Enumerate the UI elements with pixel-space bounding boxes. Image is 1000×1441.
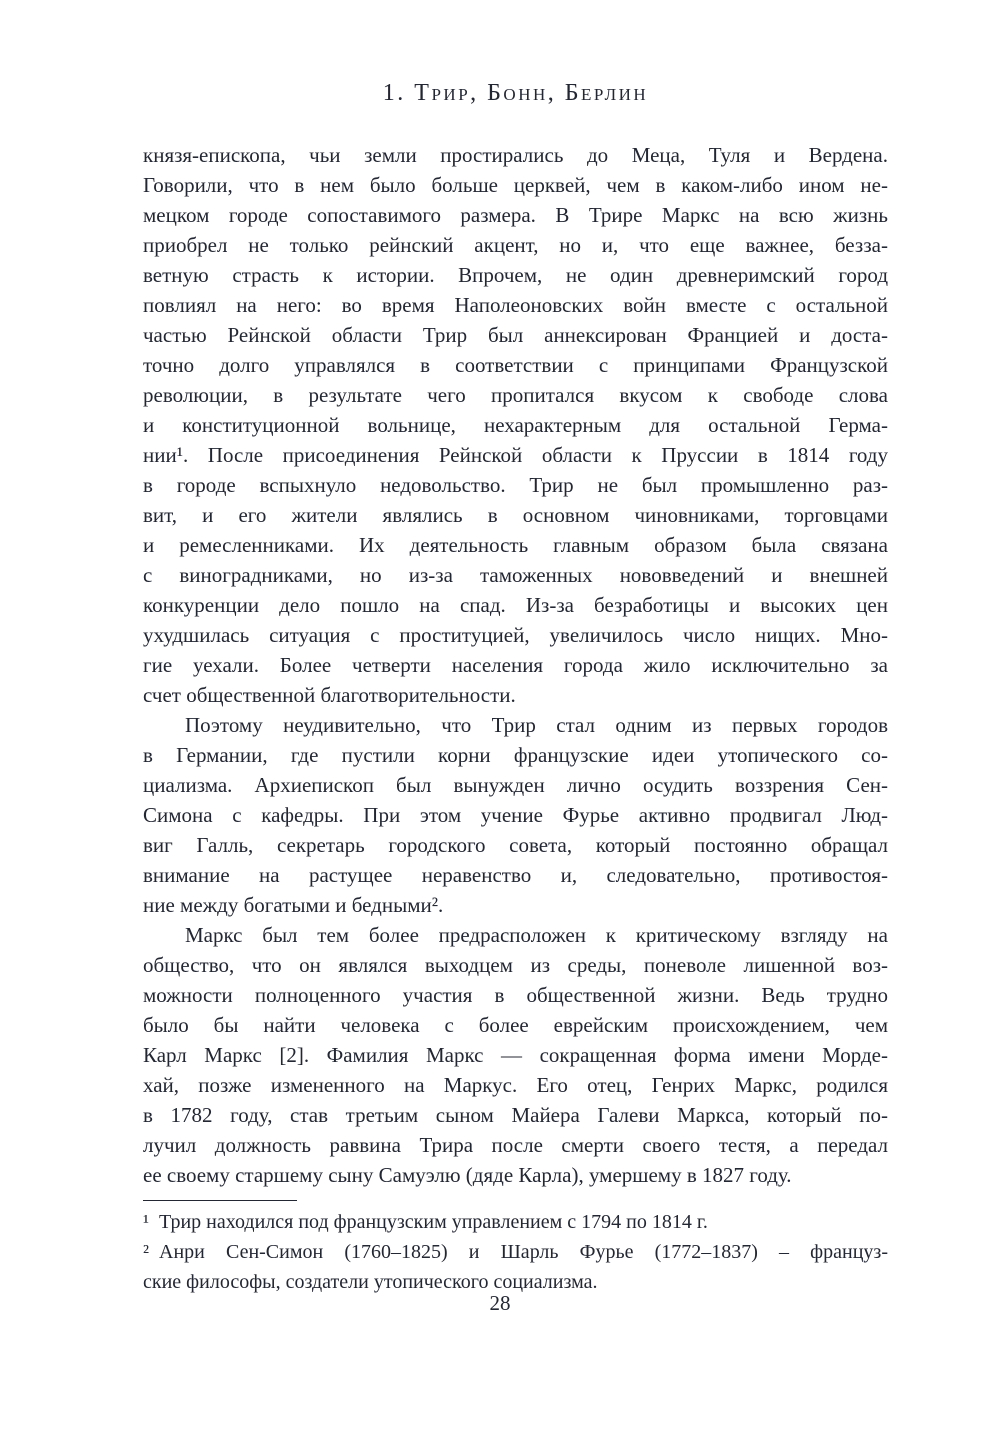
footnote-separator (143, 1200, 297, 1201)
text-line: в Германии, где пустили корни французские идеи утопического со- (143, 743, 888, 767)
text-line: в 1782 году, став третьим сыном Майера Галеви Маркса, который по- (143, 1103, 888, 1127)
text-line: и конституционной вольнице, нехарактерным для остальной Герма- (143, 413, 888, 437)
text-line: общество, что он являлся выходцем из среды, поневоле лишенной воз- (143, 953, 888, 977)
text-line: Карл Маркс [2]. Фамилия Маркс — сокращенная форма имени Морде- (143, 1043, 888, 1067)
text-line: с виноградниками, но из-за таможенных нововведений и внешней (143, 563, 888, 587)
text-line: виг Галль, секретарь городского совета, который постоянно обращал (143, 833, 888, 857)
text-line: приобрел не только рейнский акцент, но и, что еще важнее, безза- (143, 233, 888, 257)
text-line: князя-епископа, чьи земли простирались до Меца, Туля и Вердена. (143, 143, 888, 167)
body-text (143, 140, 888, 1190)
text-line: вит, и его жители являлись в основном чиновниками, торговцами (143, 503, 888, 527)
text-line: мецком городе сопоставимого размера. В Трире Маркс на всю жизнь (143, 203, 888, 227)
footnote-line: ¹ Трир находился под французским управлением с 1794 по 1814 г. (143, 1211, 708, 1233)
text-line: в городе вспыхнуло недовольство. Трир не был промышленно раз- (143, 473, 888, 497)
text-line: ее своему старшему сыну Самуэлю (дяде Карла), умершему в 1827 году. (143, 1163, 792, 1187)
text-line: гие уехали. Более четверти населения города жило исключительно за (143, 653, 888, 677)
text-line: повлиял на него: во время Наполеоновских войн вместе с остальной (143, 293, 888, 317)
text-line: нии¹. После присоединения Рейнской области к Пруссии в 1814 году (143, 443, 888, 467)
text-line: счет общественной благотворительности. (143, 683, 516, 707)
chapter-header: 1. Трир, Бонн, Берлин (382, 80, 649, 106)
text-line: можности полноценного участия в общественной жизни. Ведь трудно (143, 983, 888, 1007)
text-line: Поэтому неудивительно, что Трир стал одним из первых городов (185, 713, 888, 737)
footnotes (143, 1207, 888, 1297)
text-line: Говорили, что в нем было больше церквей, чем в каком-либо ином не- (143, 173, 888, 197)
text-line: точно долго управлялся в соответствии с принципами Французской (143, 353, 888, 377)
text-line: революции, в результате чего пропитался вкусом к свободе слова (143, 383, 888, 407)
text-line: хай, позже измененного на Маркус. Его отец, Генрих Маркс, родился (143, 1073, 888, 1097)
text-block (143, 80, 888, 1297)
text-line: конкуренции дело пошло на спад. Из-за безработицы и высоких цен (143, 593, 888, 617)
text-line: ухудшилась ситуация с проституцией, увеличилось число нищих. Мно- (143, 623, 888, 647)
page-number: 28 (489, 1291, 511, 1315)
text-line: было бы найти человека с более еврейским происхождением, чем (143, 1013, 888, 1037)
text-line: лучил должность раввина Трира после смерти своего тестя, а передал (143, 1133, 888, 1157)
text-line: частью Рейнской области Трир был аннексирован Францией и доста- (143, 323, 888, 347)
footnote-line: ские философы, создатели утопического социализма. (143, 1271, 598, 1293)
text-line: ветную страсть к истории. Впрочем, не один древнеримский город (143, 263, 888, 287)
text-line: Маркс был тем более предрасположен к критическому взгляду на (185, 923, 888, 947)
text-line: и ремесленниками. Их деятельность главным образом была связана (143, 533, 888, 557)
text-line: внимание на растущее неравенство и, следовательно, противостоя- (143, 863, 888, 887)
text-line: ние между богатыми и бедными². (143, 893, 444, 917)
text-line: циализма. Архиепископ был вынужден лично осудить воззрения Сен- (143, 773, 888, 797)
footnote-line: ² Анри Сен-Симон (1760–1825) и Шарль Фурье (1772–1837) – француз- (143, 1241, 888, 1263)
text-line: Симона с кафедры. При этом учение Фурье активно продвигал Люд- (143, 803, 888, 827)
